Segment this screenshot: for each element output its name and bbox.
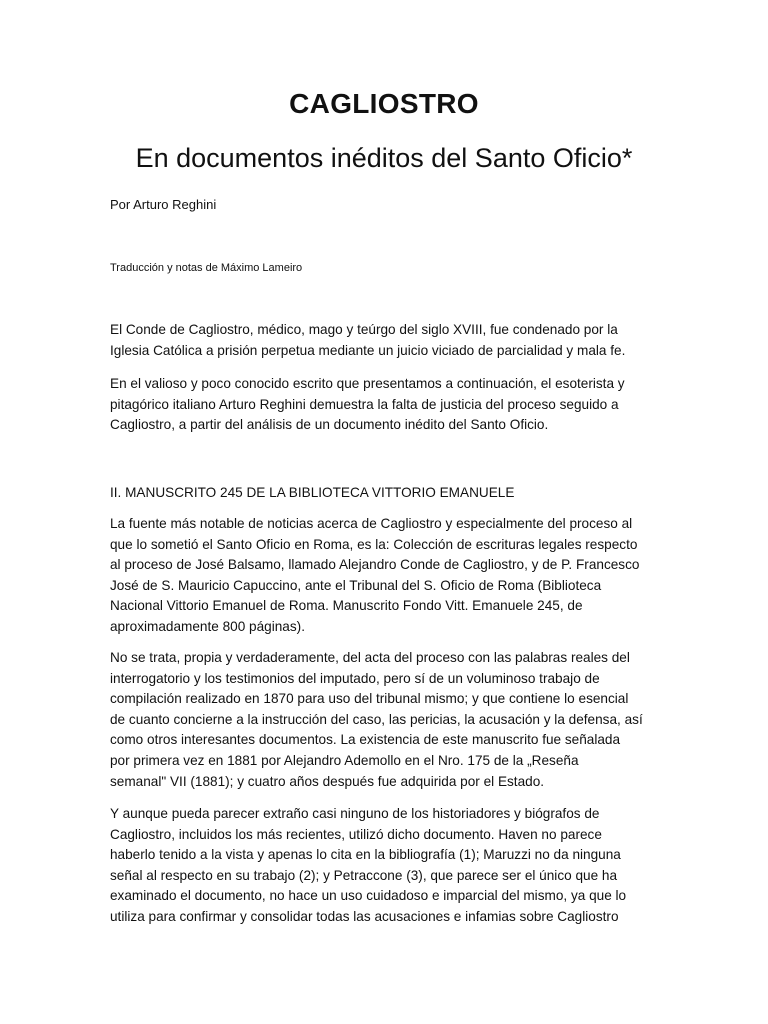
paragraph-line: señal al respecto en su trabajo (2); y Petraccone (3), que parece ser el único que ha: [110, 867, 618, 883]
paragraph-line: La fuente más notable de noticias acerca de Cagliostro y especialmente del proceso al: [110, 516, 633, 531]
paragraph-line: José de S. Mauricio Capuccino, ante el Tribunal del S. Oficio de Roma (Biblioteca: [110, 577, 602, 593]
paragraph-line: utiliza para confirmar y consolidar todas las acusaciones e infamias sobre Cagliostro: [110, 908, 619, 924]
paragraph-line: aproximadamente 800 páginas).: [110, 618, 305, 634]
paragraph-line: compilación realizado en 1870 para uso del tribunal mismo; y que contiene lo esencial: [110, 691, 629, 707]
document-title: CAGLIOSTRO: [289, 88, 479, 119]
paragraph-line: No se trata, propia y verdaderamente, del acta del proceso con las palabras reales del: [110, 650, 630, 665]
intro-paragraph-2: [110, 374, 666, 436]
translator-line: Traducción y notas de Máximo Lameiro: [110, 262, 303, 274]
paragraph-line: Cagliostro, incluidos los más recientes, utilizó dicho documento. Haven no parece: [110, 826, 602, 842]
paragraph-line: al proceso de José Balsamo, llamado Alejandro Conde de Cagliostro, y de P. Francesco: [110, 557, 640, 573]
paragraph-line: que lo sometió el Santo Oficio en Roma, es la: Colección de escrituras legales respecto: [110, 536, 638, 552]
paragraph-line: semanal" VII (1881); y cuatro años después fue adquirida por el Estado.: [110, 773, 545, 789]
section-paragraph-2: [110, 648, 666, 792]
paragraph-line: Cagliostro, a partir del análisis de un documento inédito del Santo Oficio.: [110, 417, 549, 433]
paragraph-line: pitagórico italiano Arturo Reghini demuestra la falta de justicia del proceso seguido a: [110, 396, 619, 412]
paragraph-line: Nacional Vittorio Emanuel de Roma. Manuscrito Fondo Vitt. Emanuele 245, de: [110, 598, 583, 614]
paragraph-line: En el valioso y poco conocido escrito que presentamos a continuación, el esoterista y: [110, 376, 625, 391]
paragraph-line: examinado el documento, no hace un uso cuidadoso e imparcial del mismo, ya que lo: [110, 888, 627, 904]
paragraph-line: de cuanto concierne a la instrucción del caso, las pericias, la acusación y la defensa, así: [110, 711, 643, 727]
paragraph-line: interrogatorio y los testimonios del imputado, pero sí de un voluminoso trabajo de: [110, 670, 600, 686]
paragraph-line: haberlo tenido a la vista y apenas lo cita en la bibliografía (1); Maruzzi no da ninguna: [110, 847, 621, 863]
author-line: Por Arturo Reghini: [110, 197, 217, 212]
paragraph-line: por primera vez en 1881 por Alejandro Ademollo en el Nro. 175 de la „Reseña: [110, 752, 579, 768]
paragraph-line: El Conde de Cagliostro, médico, mago y teúrgo del siglo XVIII, fue condenado por la: [110, 322, 618, 337]
section-paragraph-3: [110, 804, 666, 928]
intro-paragraph-1: [110, 320, 666, 361]
paragraph-line: Iglesia Católica a prisión perpetua mediante un juicio viciado de parcialidad y mala fe.: [110, 342, 626, 358]
paragraph-line: como otros interesantes documentos. La existencia de este manuscrito fue señalada: [110, 732, 621, 748]
document-subtitle: En documentos inéditos del Santo Oficio*: [135, 143, 633, 173]
paragraph-line: Y aunque pueda parecer extraño casi ninguno de los historiadores y biógrafos de: [110, 806, 600, 821]
section-heading: II. MANUSCRITO 245 DE LA BIBLIOTECA VITTORIO EMANUELE: [110, 485, 515, 500]
section-paragraph-1: [110, 514, 666, 638]
